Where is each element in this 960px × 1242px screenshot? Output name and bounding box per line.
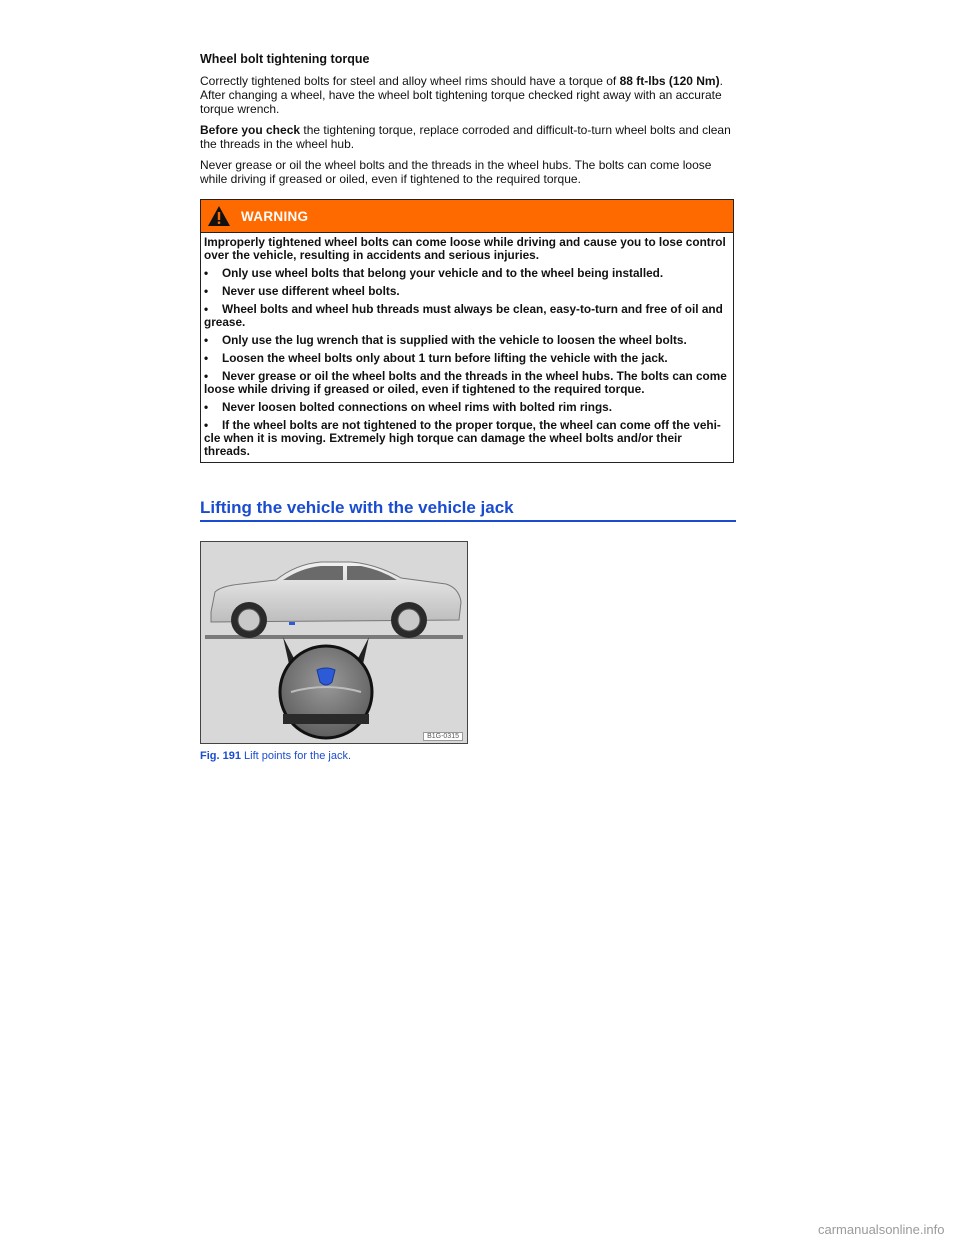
list-item: • Only use wheel bolts that belong your vehicle and to the wheel being installed. <box>204 266 664 280</box>
figure-caption: Fig. 191 Lift points for the jack. <box>200 750 352 762</box>
list-item: • Wheel bolts and wheel hub threads must always be clean, easy-to-turn and free of oil and grease. <box>204 302 723 329</box>
figure-code: B1G-0315 <box>423 732 463 741</box>
warning-box <box>200 199 734 463</box>
warning-header <box>201 200 733 233</box>
paragraph-before-check: Before you check the tightening torque, replace corroded and difficult-to-turn wheel bolts and clean the threads in the wheel hub. <box>200 123 731 151</box>
list-item: • Never grease or oil the wheel bolts and the threads in the wheel hubs. The bolts can come loose while driving if greased or oiled, even if tightened to the required torque. <box>204 369 727 396</box>
watermark: carmanualsonline.info <box>818 1222 945 1237</box>
car-lift-point-illustration <box>201 542 467 743</box>
list-item: • Never loosen bolted connections on wheel rims with bolted rim rings. <box>204 400 613 414</box>
paragraph-never-grease: Never grease or oil the wheel bolts and the threads in the wheel hubs. The bolts can come loose while driving if greased or oiled, even if tightened to the required torque. <box>200 158 712 186</box>
list-item: • Loosen the wheel bolts only about 1 turn before lifting the vehicle with the jack. <box>204 351 668 365</box>
section-title-lifting: Lifting the vehicle with the vehicle jack <box>200 498 736 522</box>
warning-title: WARNING <box>241 208 309 224</box>
warning-intro: Improperly tightened wheel bolts can come loose while driving and cause you to lose control over the vehicle, resulting in accidents and serious injuries. <box>204 235 726 262</box>
figure-lift-points <box>200 541 468 744</box>
torque-value: 88 ft-lbs (120 Nm) <box>619 74 720 88</box>
list-item: • Never use different wheel bolts. <box>204 284 400 298</box>
warning-list <box>204 267 728 458</box>
section-heading-torque: Wheel bolt tightening torque <box>200 52 370 66</box>
warning-triangle-icon <box>207 205 231 227</box>
list-item: • If the wheel bolts are not tightened to the proper torque, the wheel can come off the vehi-cle when it is moving. Extremely high torque can damage the wheel bolts and/or their threads. <box>204 418 721 458</box>
paragraph-torque: Correctly tightened bolts for steel and alloy wheel rims should have a torque of 88 ft-lbs (120 Nm). After changing a wheel, have the wheel bolt tightening torque checked right away with an accurate torque wrench. <box>200 74 723 116</box>
document-page <box>200 52 736 193</box>
list-item: • Only use the lug wrench that is supplied with the vehicle to loosen the wheel bolts. <box>204 333 687 347</box>
warning-body <box>201 233 733 462</box>
